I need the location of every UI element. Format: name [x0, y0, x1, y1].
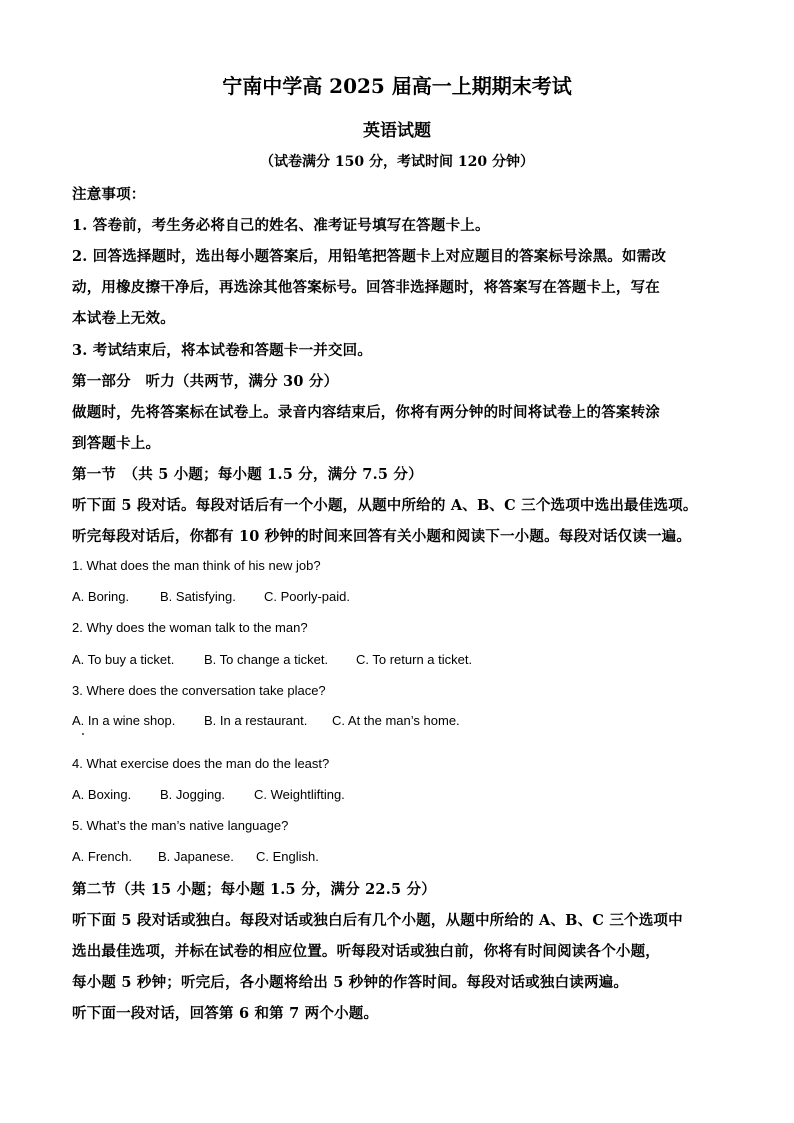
question-2-stem: 2. Why does the woman talk to the man?	[72, 620, 308, 635]
part1-intro-line-2: 到答题卡上。	[72, 435, 161, 452]
section1-intro-line-2: 听完每段对话后，你都有 10 秒钟的时间来回答有关小题和阅读下一小题。每段对话仅读一遍。	[72, 528, 692, 545]
question-4-stem: 4. What exercise does the man do the least?	[72, 756, 330, 771]
section2-next-instruction: 听下面一段对话，回答第 6 和第 7 两个小题。	[72, 1005, 379, 1022]
question-5-stem: 5. What’s the man’s native language?	[72, 818, 289, 833]
section2-intro-line-2: 选出最佳选项，并标在试卷的相应位置。听每段对话或独白前，你将有时间阅读各个小题，	[72, 943, 660, 960]
exam-title: 宁南中学高 2025 届高一上期期末考试	[222, 74, 572, 98]
question-1-option-c: C. Poorly-paid.	[264, 589, 350, 604]
notes-heading: 注意事项：	[72, 186, 146, 203]
section1-heading: 第一节 （共 5 小题；每小题 1.5 分，满分 7.5 分）	[72, 466, 423, 483]
question-2-option-a: A. To buy a ticket.	[72, 652, 175, 667]
subject-title: 英语试题	[363, 121, 431, 141]
question-3-option-a: A. In a wine shop.	[72, 713, 176, 728]
question-1-option-a: A. Boring.	[72, 589, 130, 604]
part1-heading: 第一部分 听力（共两节，满分 30 分）	[72, 373, 339, 390]
question-1-option-b: B. Satisfying.	[160, 589, 236, 604]
notes-item-3: 3. 考试结束后，将本试卷和答题卡一并交回。	[72, 342, 373, 359]
notes-item-2-line-2: 动，用橡皮擦干净后，再选涂其他答案标号。回答非选择题时，将答案写在答题卡上，写在	[72, 279, 660, 296]
question-5-option-c: C. English.	[256, 849, 319, 864]
notes-item-2-line-1: 2. 回答选择题时，选出每小题答案后，用铅笔把答题卡上对应题目的答案标号涂黑。如需改	[72, 248, 667, 265]
notes-item-2-line-3: 本试卷上无效。	[72, 310, 175, 327]
notes-item-1: 1. 答卷前，考生务必将自己的姓名、准考证号填写在答题卡上。	[72, 217, 490, 234]
question-3-option-b: B. In a restaurant.	[204, 713, 308, 728]
question-5-option-b: B. Japanese.	[158, 849, 234, 864]
question-4-option-c: C. Weightlifting.	[254, 787, 345, 802]
question-3-option-c: C. At the man’s home.	[332, 713, 460, 728]
section1-intro-line-1: 听下面 5 段对话。每段对话后有一个小题，从题中所给的 A、B、C 三个选项中选出最佳选项。	[72, 497, 698, 514]
question-4-option-b: B. Jogging.	[160, 787, 226, 802]
question-2-option-c: C. To return a ticket.	[356, 652, 473, 667]
question-1-stem: 1. What does the man think of his new job?	[72, 558, 321, 573]
question-4-option-a: A. Boxing.	[72, 787, 132, 802]
question-3-stem: 3. Where does the conversation take place?	[72, 683, 326, 698]
stray-dot	[82, 733, 84, 735]
question-5-option-a: A. French.	[72, 849, 132, 864]
section2-intro-line-3: 每小题 5 秒钟；听完后，各小题将给出 5 秒钟的作答时间。每段对话或独白读两遍。	[72, 974, 629, 991]
section2-heading: 第二节（共 15 小题；每小题 1.5 分，满分 22.5 分）	[72, 881, 436, 898]
question-2-option-b: B. To change a ticket.	[204, 652, 329, 667]
section2-intro-line-1: 听下面 5 段对话或独白。每段对话或独白后有几个小题，从题中所给的 A、B、C 三个选项中	[72, 912, 683, 929]
part1-intro-line-1: 做题时，先将答案标在试卷上。录音内容结束后，你将有两分钟的时间将试卷上的答案转涂	[72, 404, 660, 421]
score-note: （试卷满分 150 分，考试时间 120 分钟）	[260, 154, 534, 170]
